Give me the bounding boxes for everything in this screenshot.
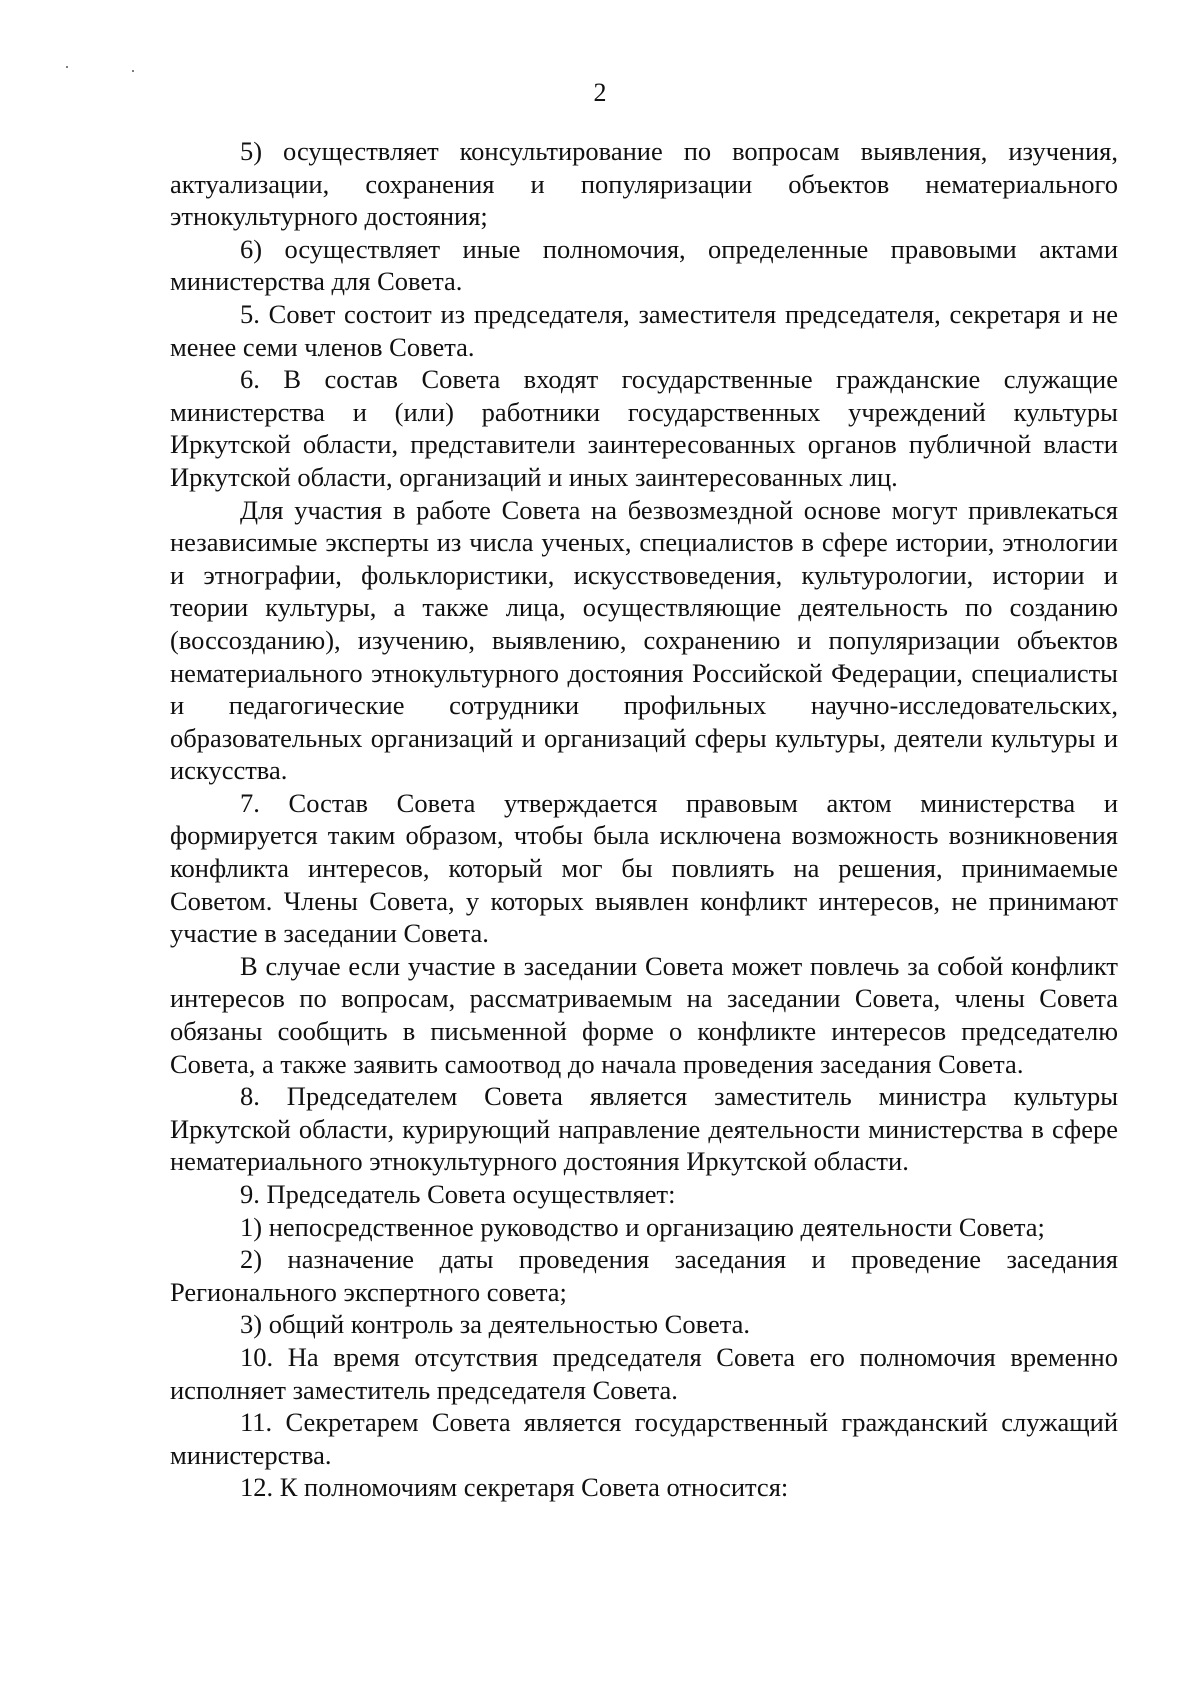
scan-artifact (132, 70, 134, 72)
paragraph: 8. Председателем Совета является заместитель министра культуры Иркутской области, курирующий направление деятельности министерства в сфере нематериального этнокультурного достояния Иркутской области. (170, 1081, 1118, 1177)
page-number: 2 (593, 78, 607, 107)
paragraph: 7. Состав Совета утверждается правовым актом министерства и формируется таким образом, чтобы была исключена возможность возникновения конфликта интересов, который мог бы повлиять на решения, принимаемые Советом. Члены Совета, у которых выявлен конфликт интересов, не принимают участие в заседании Совета. (170, 787, 1118, 949)
paragraph: 9. Председатель Совета осуществляет: (240, 1179, 676, 1209)
paragraph: 5) осуществляет консультирование по вопросам выявления, изучения, актуализации, сохранения и популяризации объектов нематериального этнокультурного достояния; (170, 136, 1118, 232)
paragraph: 6. В состав Совета входят государственные гражданские служащие министерства и (или) работники государственных учреждений культуры Иркутской области, представители заинтересованных органов публичной власти Иркутской области, организаций и иных заинтересованных лиц. (170, 364, 1118, 492)
paragraph: 3) общий контроль за деятельностью Совета. (240, 1309, 750, 1340)
paragraph: Для участия в работе Совета на безвозмездной основе могут привлекаться независимые эксперты из числа ученых, специалистов в сфере истории, этнологии и этнографии, фольклористики, искусствоведения, культурологии, истории и теории культуры, а также лица, осуществляющие деятельность по созданию (воссозданию), изучению, выявлению, сохранению и популяризации объектов нематериального этнокультурного достояния Российской Федерации, специалисты и педагогические сотрудники профильных научно-исследовательских, образовательных организаций и организаций сферы культуры, деятели культуры и искусства. (170, 494, 1118, 786)
scan-artifact (66, 66, 68, 68)
paragraph: 11. Секретарем Совета является государственный гражданский служащий министерства. (170, 1407, 1118, 1470)
paragraph: 2) назначение даты проведения заседания и проведение заседания Регионального экспертного совета; (170, 1244, 1118, 1307)
document-body (170, 135, 1118, 1504)
paragraph: 10. На время отсутствия председателя Совета его полномочия временно исполняет заместитель председателя Совета. (170, 1341, 1118, 1405)
paragraph: 5. Совет состоит из председателя, заместителя председателя, секретаря и не менее семи членов Совета. (170, 298, 1118, 362)
paragraph: 6) осуществляет иные полномочия, определенные правовыми актами министерства для Совета. (170, 233, 1118, 297)
paragraph: 1) непосредственное руководство и организацию деятельности Совета; (240, 1211, 1045, 1242)
paragraph: 12. К полномочиям секретаря Совета относится: (240, 1472, 789, 1503)
paragraph: В случае если участие в заседании Совета может повлечь за собой конфликт интересов по вопросам, рассматриваемым на заседании Совета, члены Совета обязаны сообщить в письменной форме о конфликте интересов председателю Совета, а также заявить самоотвод до начала проведения заседания Совета. (170, 950, 1118, 1079)
